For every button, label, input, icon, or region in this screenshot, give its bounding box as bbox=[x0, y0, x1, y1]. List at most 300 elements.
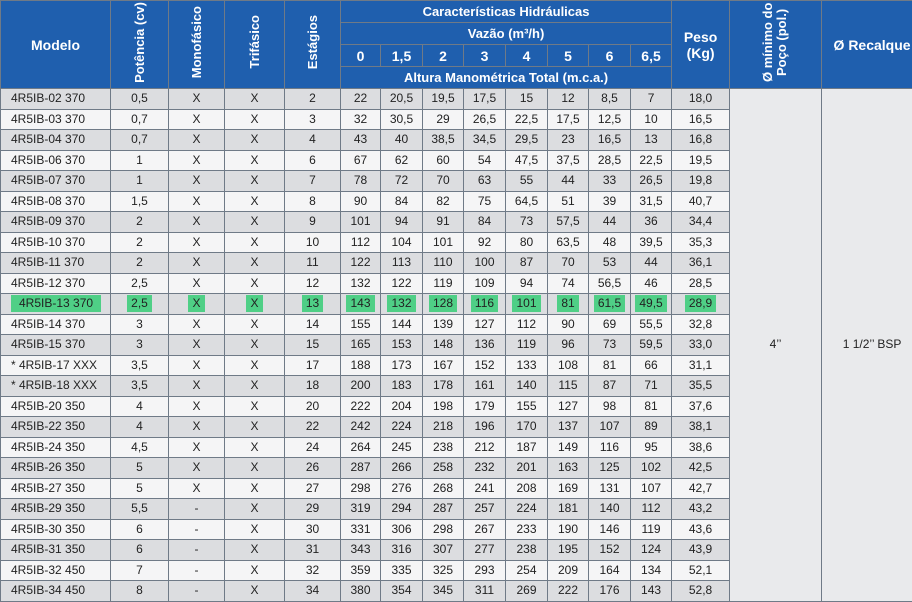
cell-altura: 119 bbox=[631, 519, 672, 540]
cell-model: 4R5IB-13 370 bbox=[1, 294, 111, 315]
cell-altura: 82 bbox=[423, 191, 464, 212]
cell-altura: 100 bbox=[464, 253, 506, 274]
cell-altura: 107 bbox=[631, 478, 672, 499]
header-potencia: Potência (cv) bbox=[111, 1, 169, 89]
cell-altura: 39 bbox=[589, 191, 631, 212]
cell-peso: 28,9 bbox=[672, 294, 730, 315]
cell-model: * 4R5IB-18 XXX bbox=[1, 376, 111, 397]
cell-altura: 39,5 bbox=[631, 232, 672, 253]
cell-altura: 201 bbox=[506, 458, 548, 479]
cell-altura: 116 bbox=[589, 437, 631, 458]
cell-monofasico: X bbox=[169, 89, 225, 110]
cell-altura: 29,5 bbox=[506, 130, 548, 151]
cell-altura: 108 bbox=[548, 355, 589, 376]
cell-peso: 32,8 bbox=[672, 314, 730, 335]
cell-estagios: 7 bbox=[285, 171, 341, 192]
header-estagios: Estágios bbox=[285, 1, 341, 89]
cell-altura: 181 bbox=[548, 499, 589, 520]
cell-estagios: 10 bbox=[285, 232, 341, 253]
cell-monofasico: X bbox=[169, 437, 225, 458]
cell-poco-merged: 4’’ bbox=[730, 89, 822, 602]
cell-peso: 52,1 bbox=[672, 560, 730, 581]
cell-altura: 200 bbox=[341, 376, 381, 397]
cell-peso: 34,4 bbox=[672, 212, 730, 233]
cell-monofasico: X bbox=[169, 335, 225, 356]
cell-altura: 245 bbox=[381, 437, 423, 458]
cell-altura: 204 bbox=[381, 396, 423, 417]
cell-altura: 139 bbox=[423, 314, 464, 335]
cell-trifasico: X bbox=[225, 560, 285, 581]
cell-potencia: 4 bbox=[111, 417, 169, 438]
cell-potencia: 2 bbox=[111, 212, 169, 233]
cell-trifasico: X bbox=[225, 253, 285, 274]
cell-estagios: 4 bbox=[285, 130, 341, 151]
cell-altura: 276 bbox=[381, 478, 423, 499]
cell-altura: 26,5 bbox=[631, 171, 672, 192]
cell-peso: 28,5 bbox=[672, 273, 730, 294]
cell-altura: 306 bbox=[381, 519, 423, 540]
cell-monofasico: X bbox=[169, 294, 225, 315]
cell-peso: 36,1 bbox=[672, 253, 730, 274]
cell-altura: 10 bbox=[631, 109, 672, 130]
cell-recalque-merged: 1 1/2’’ BSP bbox=[822, 89, 912, 602]
cell-estagios: 27 bbox=[285, 478, 341, 499]
cell-altura: 153 bbox=[381, 335, 423, 356]
cell-altura: 44 bbox=[631, 253, 672, 274]
cell-altura: 113 bbox=[381, 253, 423, 274]
cell-altura: 287 bbox=[423, 499, 464, 520]
cell-altura: 331 bbox=[341, 519, 381, 540]
cell-altura: 173 bbox=[381, 355, 423, 376]
cell-model: 4R5IB-10 370 bbox=[1, 232, 111, 253]
cell-altura: 63 bbox=[464, 171, 506, 192]
cell-altura: 224 bbox=[506, 499, 548, 520]
cell-altura: 222 bbox=[548, 581, 589, 602]
cell-trifasico: X bbox=[225, 212, 285, 233]
cell-altura: 96 bbox=[548, 335, 589, 356]
cell-trifasico: X bbox=[225, 581, 285, 602]
cell-trifasico: X bbox=[225, 499, 285, 520]
cell-altura: 143 bbox=[631, 581, 672, 602]
cell-altura: 51 bbox=[548, 191, 589, 212]
cell-altura: 241 bbox=[464, 478, 506, 499]
cell-potencia: 2 bbox=[111, 253, 169, 274]
cell-model: 4R5IB-06 370 bbox=[1, 150, 111, 171]
cell-altura: 22,5 bbox=[506, 109, 548, 130]
cell-altura: 48 bbox=[589, 232, 631, 253]
cell-altura: 110 bbox=[423, 253, 464, 274]
cell-altura: 28,5 bbox=[589, 150, 631, 171]
cell-altura: 26,5 bbox=[464, 109, 506, 130]
cell-altura: 44 bbox=[589, 212, 631, 233]
cell-model: 4R5IB-31 350 bbox=[1, 540, 111, 561]
cell-monofasico: X bbox=[169, 396, 225, 417]
cell-model: 4R5IB-04 370 bbox=[1, 130, 111, 151]
cell-peso: 40,7 bbox=[672, 191, 730, 212]
cell-peso: 33,0 bbox=[672, 335, 730, 356]
cell-altura: 188 bbox=[341, 355, 381, 376]
cell-altura: 266 bbox=[381, 458, 423, 479]
cell-altura: 90 bbox=[548, 314, 589, 335]
cell-altura: 167 bbox=[423, 355, 464, 376]
cell-trifasico: X bbox=[225, 396, 285, 417]
cell-trifasico: X bbox=[225, 109, 285, 130]
cell-monofasico: - bbox=[169, 581, 225, 602]
cell-altura: 232 bbox=[464, 458, 506, 479]
header-monofasico: Monofásico bbox=[169, 1, 225, 89]
header-flow: 2 bbox=[423, 45, 464, 67]
cell-peso: 35,3 bbox=[672, 232, 730, 253]
cell-peso: 43,2 bbox=[672, 499, 730, 520]
cell-estagios: 22 bbox=[285, 417, 341, 438]
header-flow: 0 bbox=[341, 45, 381, 67]
cell-altura: 343 bbox=[341, 540, 381, 561]
cell-estagios: 24 bbox=[285, 437, 341, 458]
header-vazao: Vazão (m³/h) bbox=[341, 23, 672, 45]
cell-altura: 63,5 bbox=[548, 232, 589, 253]
cell-model: 4R5IB-07 370 bbox=[1, 171, 111, 192]
cell-estagios: 31 bbox=[285, 540, 341, 561]
cell-altura: 169 bbox=[548, 478, 589, 499]
cell-altura: 380 bbox=[341, 581, 381, 602]
cell-altura: 98 bbox=[589, 396, 631, 417]
cell-altura: 179 bbox=[464, 396, 506, 417]
cell-altura: 127 bbox=[548, 396, 589, 417]
cell-altura: 30,5 bbox=[381, 109, 423, 130]
cell-altura: 137 bbox=[548, 417, 589, 438]
cell-monofasico: X bbox=[169, 478, 225, 499]
cell-altura: 238 bbox=[506, 540, 548, 561]
cell-estagios: 18 bbox=[285, 376, 341, 397]
cell-peso: 43,9 bbox=[672, 540, 730, 561]
cell-altura: 109 bbox=[464, 273, 506, 294]
cell-monofasico: X bbox=[169, 253, 225, 274]
cell-altura: 13 bbox=[631, 130, 672, 151]
cell-altura: 178 bbox=[423, 376, 464, 397]
cell-trifasico: X bbox=[225, 130, 285, 151]
cell-monofasico: - bbox=[169, 560, 225, 581]
cell-model: 4R5IB-15 370 bbox=[1, 335, 111, 356]
cell-altura: 128 bbox=[423, 294, 464, 315]
cell-estagios: 2 bbox=[285, 89, 341, 110]
cell-altura: 311 bbox=[464, 581, 506, 602]
cell-peso: 31,1 bbox=[672, 355, 730, 376]
table-body bbox=[1, 89, 912, 602]
cell-altura: 264 bbox=[341, 437, 381, 458]
cell-potencia: 3 bbox=[111, 314, 169, 335]
header-flow: 5 bbox=[548, 45, 589, 67]
cell-altura: 163 bbox=[548, 458, 589, 479]
cell-peso: 19,8 bbox=[672, 171, 730, 192]
cell-altura: 16,5 bbox=[589, 130, 631, 151]
cell-altura: 190 bbox=[548, 519, 589, 540]
cell-altura: 257 bbox=[464, 499, 506, 520]
cell-altura: 73 bbox=[589, 335, 631, 356]
cell-altura: 12,5 bbox=[589, 109, 631, 130]
header-peso: Peso (Kg) bbox=[672, 1, 730, 89]
cell-altura: 140 bbox=[506, 376, 548, 397]
cell-altura: 127 bbox=[464, 314, 506, 335]
cell-trifasico: X bbox=[225, 150, 285, 171]
cell-altura: 38,5 bbox=[423, 130, 464, 151]
cell-altura: 152 bbox=[589, 540, 631, 561]
cell-altura: 33 bbox=[589, 171, 631, 192]
cell-altura: 23 bbox=[548, 130, 589, 151]
cell-model: * 4R5IB-17 XXX bbox=[1, 355, 111, 376]
cell-peso: 37,6 bbox=[672, 396, 730, 417]
cell-altura: 298 bbox=[341, 478, 381, 499]
header-trifasico: Trifásico bbox=[225, 1, 285, 89]
cell-altura: 94 bbox=[381, 212, 423, 233]
cell-potencia: 2,5 bbox=[111, 273, 169, 294]
cell-potencia: 3 bbox=[111, 335, 169, 356]
cell-altura: 32 bbox=[341, 109, 381, 130]
cell-altura: 53 bbox=[589, 253, 631, 274]
cell-altura: 132 bbox=[341, 273, 381, 294]
cell-monofasico: X bbox=[169, 376, 225, 397]
cell-altura: 91 bbox=[423, 212, 464, 233]
cell-altura: 335 bbox=[381, 560, 423, 581]
cell-altura: 195 bbox=[548, 540, 589, 561]
cell-altura: 125 bbox=[589, 458, 631, 479]
cell-estagios: 14 bbox=[285, 314, 341, 335]
cell-estagios: 29 bbox=[285, 499, 341, 520]
cell-potencia: 1 bbox=[111, 171, 169, 192]
cell-trifasico: X bbox=[225, 458, 285, 479]
cell-trifasico: X bbox=[225, 519, 285, 540]
cell-altura: 165 bbox=[341, 335, 381, 356]
cell-altura: 101 bbox=[423, 232, 464, 253]
cell-altura: 345 bbox=[423, 581, 464, 602]
cell-altura: 101 bbox=[506, 294, 548, 315]
cell-altura: 34,5 bbox=[464, 130, 506, 151]
cell-altura: 74 bbox=[548, 273, 589, 294]
cell-altura: 316 bbox=[381, 540, 423, 561]
cell-estagios: 26 bbox=[285, 458, 341, 479]
cell-altura: 36 bbox=[631, 212, 672, 233]
cell-altura: 59,5 bbox=[631, 335, 672, 356]
cell-peso: 38,6 bbox=[672, 437, 730, 458]
cell-altura: 101 bbox=[341, 212, 381, 233]
cell-altura: 112 bbox=[506, 314, 548, 335]
cell-altura: 84 bbox=[464, 212, 506, 233]
cell-altura: 22 bbox=[341, 89, 381, 110]
cell-altura: 224 bbox=[381, 417, 423, 438]
table-row bbox=[1, 89, 912, 110]
cell-monofasico: - bbox=[169, 540, 225, 561]
cell-potencia: 5 bbox=[111, 458, 169, 479]
cell-altura: 22,5 bbox=[631, 150, 672, 171]
cell-monofasico: X bbox=[169, 273, 225, 294]
cell-altura: 61,5 bbox=[589, 294, 631, 315]
cell-altura: 161 bbox=[464, 376, 506, 397]
cell-altura: 84 bbox=[381, 191, 423, 212]
cell-potencia: 1,5 bbox=[111, 191, 169, 212]
cell-model: 4R5IB-30 350 bbox=[1, 519, 111, 540]
cell-estagios: 6 bbox=[285, 150, 341, 171]
cell-altura: 148 bbox=[423, 335, 464, 356]
cell-altura: 37,5 bbox=[548, 150, 589, 171]
cell-altura: 133 bbox=[506, 355, 548, 376]
cell-peso: 18,0 bbox=[672, 89, 730, 110]
header-recalque: Ø Recalque bbox=[822, 1, 912, 89]
cell-model: 4R5IB-09 370 bbox=[1, 212, 111, 233]
cell-altura: 56,5 bbox=[589, 273, 631, 294]
cell-model: 4R5IB-34 450 bbox=[1, 581, 111, 602]
cell-trifasico: X bbox=[225, 232, 285, 253]
cell-altura: 287 bbox=[341, 458, 381, 479]
cell-altura: 17,5 bbox=[548, 109, 589, 130]
cell-altura: 152 bbox=[464, 355, 506, 376]
cell-altura: 132 bbox=[381, 294, 423, 315]
cell-altura: 176 bbox=[589, 581, 631, 602]
cell-model: 4R5IB-08 370 bbox=[1, 191, 111, 212]
header-poco: Ø mínimo do Poço (pol.) bbox=[730, 1, 822, 89]
cell-altura: 209 bbox=[548, 560, 589, 581]
cell-altura: 46 bbox=[631, 273, 672, 294]
cell-potencia: 4 bbox=[111, 396, 169, 417]
cell-altura: 57,5 bbox=[548, 212, 589, 233]
cell-model: 4R5IB-11 370 bbox=[1, 253, 111, 274]
cell-model: 4R5IB-12 370 bbox=[1, 273, 111, 294]
cell-altura: 87 bbox=[506, 253, 548, 274]
cell-altura: 149 bbox=[548, 437, 589, 458]
cell-altura: 155 bbox=[341, 314, 381, 335]
cell-altura: 87 bbox=[589, 376, 631, 397]
cell-estagios: 34 bbox=[285, 581, 341, 602]
cell-altura: 136 bbox=[464, 335, 506, 356]
cell-altura: 131 bbox=[589, 478, 631, 499]
cell-altura: 95 bbox=[631, 437, 672, 458]
cell-peso: 52,8 bbox=[672, 581, 730, 602]
cell-altura: 269 bbox=[506, 581, 548, 602]
cell-altura: 233 bbox=[506, 519, 548, 540]
cell-model: 4R5IB-20 350 bbox=[1, 396, 111, 417]
cell-monofasico: X bbox=[169, 212, 225, 233]
cell-altura: 222 bbox=[341, 396, 381, 417]
cell-model: 4R5IB-02 370 bbox=[1, 89, 111, 110]
cell-trifasico: X bbox=[225, 191, 285, 212]
cell-model: 4R5IB-32 450 bbox=[1, 560, 111, 581]
cell-monofasico: X bbox=[169, 314, 225, 335]
cell-model: 4R5IB-24 350 bbox=[1, 437, 111, 458]
cell-altura: 20,5 bbox=[381, 89, 423, 110]
header-modelo: Modelo bbox=[1, 1, 111, 89]
cell-altura: 71 bbox=[631, 376, 672, 397]
cell-altura: 104 bbox=[381, 232, 423, 253]
header-flow: 6,5 bbox=[631, 45, 672, 67]
cell-estagios: 11 bbox=[285, 253, 341, 274]
cell-altura: 124 bbox=[631, 540, 672, 561]
cell-model: 4R5IB-27 350 bbox=[1, 478, 111, 499]
cell-altura: 319 bbox=[341, 499, 381, 520]
cell-potencia: 5 bbox=[111, 478, 169, 499]
cell-altura: 62 bbox=[381, 150, 423, 171]
cell-altura: 354 bbox=[381, 581, 423, 602]
cell-monofasico: X bbox=[169, 150, 225, 171]
cell-altura: 81 bbox=[589, 355, 631, 376]
cell-altura: 144 bbox=[381, 314, 423, 335]
cell-potencia: 2,5 bbox=[111, 294, 169, 315]
cell-potencia: 7 bbox=[111, 560, 169, 581]
cell-trifasico: X bbox=[225, 294, 285, 315]
header-flow: 6 bbox=[589, 45, 631, 67]
cell-potencia: 0,7 bbox=[111, 130, 169, 151]
cell-potencia: 4,5 bbox=[111, 437, 169, 458]
cell-altura: 212 bbox=[464, 437, 506, 458]
cell-altura: 325 bbox=[423, 560, 464, 581]
cell-altura: 17,5 bbox=[464, 89, 506, 110]
cell-trifasico: X bbox=[225, 540, 285, 561]
cell-altura: 60 bbox=[423, 150, 464, 171]
cell-trifasico: X bbox=[225, 273, 285, 294]
cell-peso: 35,5 bbox=[672, 376, 730, 397]
cell-altura: 140 bbox=[589, 499, 631, 520]
cell-trifasico: X bbox=[225, 376, 285, 397]
cell-altura: 29 bbox=[423, 109, 464, 130]
cell-monofasico: X bbox=[169, 458, 225, 479]
cell-trifasico: X bbox=[225, 437, 285, 458]
cell-estagios: 20 bbox=[285, 396, 341, 417]
cell-altura: 183 bbox=[381, 376, 423, 397]
cell-altura: 242 bbox=[341, 417, 381, 438]
header-altura: Altura Manométrica Total (m.c.a.) bbox=[341, 67, 672, 89]
cell-altura: 92 bbox=[464, 232, 506, 253]
cell-altura: 116 bbox=[464, 294, 506, 315]
cell-monofasico: X bbox=[169, 171, 225, 192]
cell-estagios: 3 bbox=[285, 109, 341, 130]
cell-altura: 143 bbox=[341, 294, 381, 315]
cell-peso: 42,5 bbox=[672, 458, 730, 479]
cell-altura: 298 bbox=[423, 519, 464, 540]
cell-altura: 102 bbox=[631, 458, 672, 479]
cell-altura: 70 bbox=[423, 171, 464, 192]
cell-altura: 8,5 bbox=[589, 89, 631, 110]
cell-altura: 170 bbox=[506, 417, 548, 438]
cell-altura: 198 bbox=[423, 396, 464, 417]
cell-model: 4R5IB-03 370 bbox=[1, 109, 111, 130]
header-flow: 3 bbox=[464, 45, 506, 67]
cell-altura: 294 bbox=[381, 499, 423, 520]
cell-monofasico: - bbox=[169, 499, 225, 520]
cell-altura: 81 bbox=[631, 396, 672, 417]
cell-altura: 72 bbox=[381, 171, 423, 192]
cell-trifasico: X bbox=[225, 417, 285, 438]
cell-estagios: 8 bbox=[285, 191, 341, 212]
cell-altura: 115 bbox=[548, 376, 589, 397]
cell-altura: 40 bbox=[381, 130, 423, 151]
cell-estagios: 15 bbox=[285, 335, 341, 356]
cell-potencia: 0,7 bbox=[111, 109, 169, 130]
cell-estagios: 30 bbox=[285, 519, 341, 540]
cell-peso: 38,1 bbox=[672, 417, 730, 438]
cell-potencia: 3,5 bbox=[111, 376, 169, 397]
cell-altura: 73 bbox=[506, 212, 548, 233]
cell-altura: 112 bbox=[631, 499, 672, 520]
cell-altura: 119 bbox=[506, 335, 548, 356]
cell-altura: 359 bbox=[341, 560, 381, 581]
cell-peso: 16,5 bbox=[672, 109, 730, 130]
cell-altura: 19,5 bbox=[423, 89, 464, 110]
cell-altura: 112 bbox=[341, 232, 381, 253]
cell-peso: 42,7 bbox=[672, 478, 730, 499]
cell-altura: 155 bbox=[506, 396, 548, 417]
cell-altura: 164 bbox=[589, 560, 631, 581]
cell-altura: 31,5 bbox=[631, 191, 672, 212]
cell-altura: 7 bbox=[631, 89, 672, 110]
cell-altura: 69 bbox=[589, 314, 631, 335]
cell-monofasico: - bbox=[169, 519, 225, 540]
